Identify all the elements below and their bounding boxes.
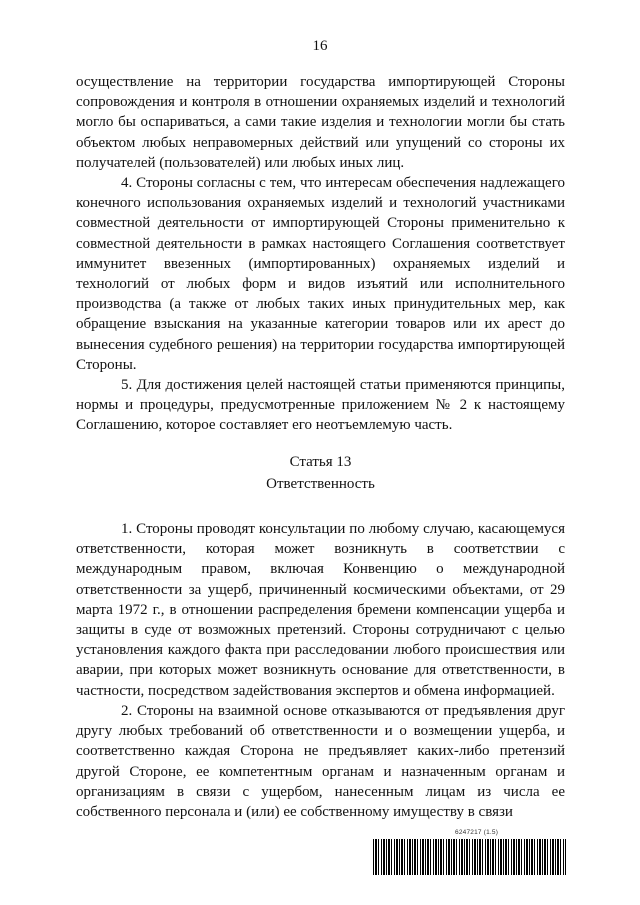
document-body <box>76 72 565 822</box>
page-number: 16 <box>312 38 328 54</box>
paragraph-item-1: 1. Стороны проводят консультации по любому случаю, касающемуся ответственности, которая может возникнуть в соответствии с международным правом, включая Конвенцию о международной ответственности за ущерб, причиненный космическими объектами, от 29 марта 1972 г., в отношении распределения бремени компенсации ущерба и защиты в суде от возможных претензий. Стороны сотрудничают с целью установления каждого факта при расследовании любого происшествия или аварии, при которых может возникнуть основание для ответственности, в частности, посредством задействования экспертов и обмена информацией. <box>76 521 565 699</box>
article-title: Ответственность <box>266 475 375 492</box>
article-heading <box>76 452 565 494</box>
barcode-image <box>373 839 566 875</box>
paragraph-continuation: осуществление на территории государства импортирующей Стороны сопровождения и контроля в отношении охраняемых изделий и технологий могло бы оспариваться, а сами такие изделия и технологии могли бы стать объектом любых неправомерных действий или упущений со стороны их получателей (пользователей) или любых иных лиц. <box>76 74 565 171</box>
paragraph-item-2: 2. Стороны на взаимной основе отказываются от предъявления друг другу любых требований об ответственности и о возмещении ущерба, и соответственно каждая Сторона не предъявляет каких-либо претензий другой Стороне, ее компетентным органам и назначенным органам и организациям в связи с ущербом, нанесенным лицам из числа ее собственного персонала и (или) ее собственному имуществу в связи <box>76 702 565 820</box>
document-code: 6247217 (1.5) <box>455 829 499 836</box>
paragraph-item-5: 5. Для достижения целей настоящей статьи применяются принципы, нормы и процедуры, предусмотренные приложением № 2 к настоящему Соглашению, которое составляет его неотъемлемую часть. <box>76 377 565 434</box>
article-number: Статья 13 <box>289 453 352 470</box>
paragraph-item-4: 4. Стороны согласны с тем, что интересам обеспечения надлежащего конечного использования охраняемых изделий и технологий участниками совместной деятельности от импортирующей Стороны применительно к совместной деятельности в рамках настоящего Соглашения соответствует иммунитет ввезенных (импортированных) охраняемых изделий и технологий от любых форм и видов изъятий или исполнительного производства (а также от любых таких иных принудительных мер, как обращение взыскания на указанные категории товаров или их арест до вынесения судебного решения) на территории государства импортирующей Стороны. <box>76 175 565 373</box>
